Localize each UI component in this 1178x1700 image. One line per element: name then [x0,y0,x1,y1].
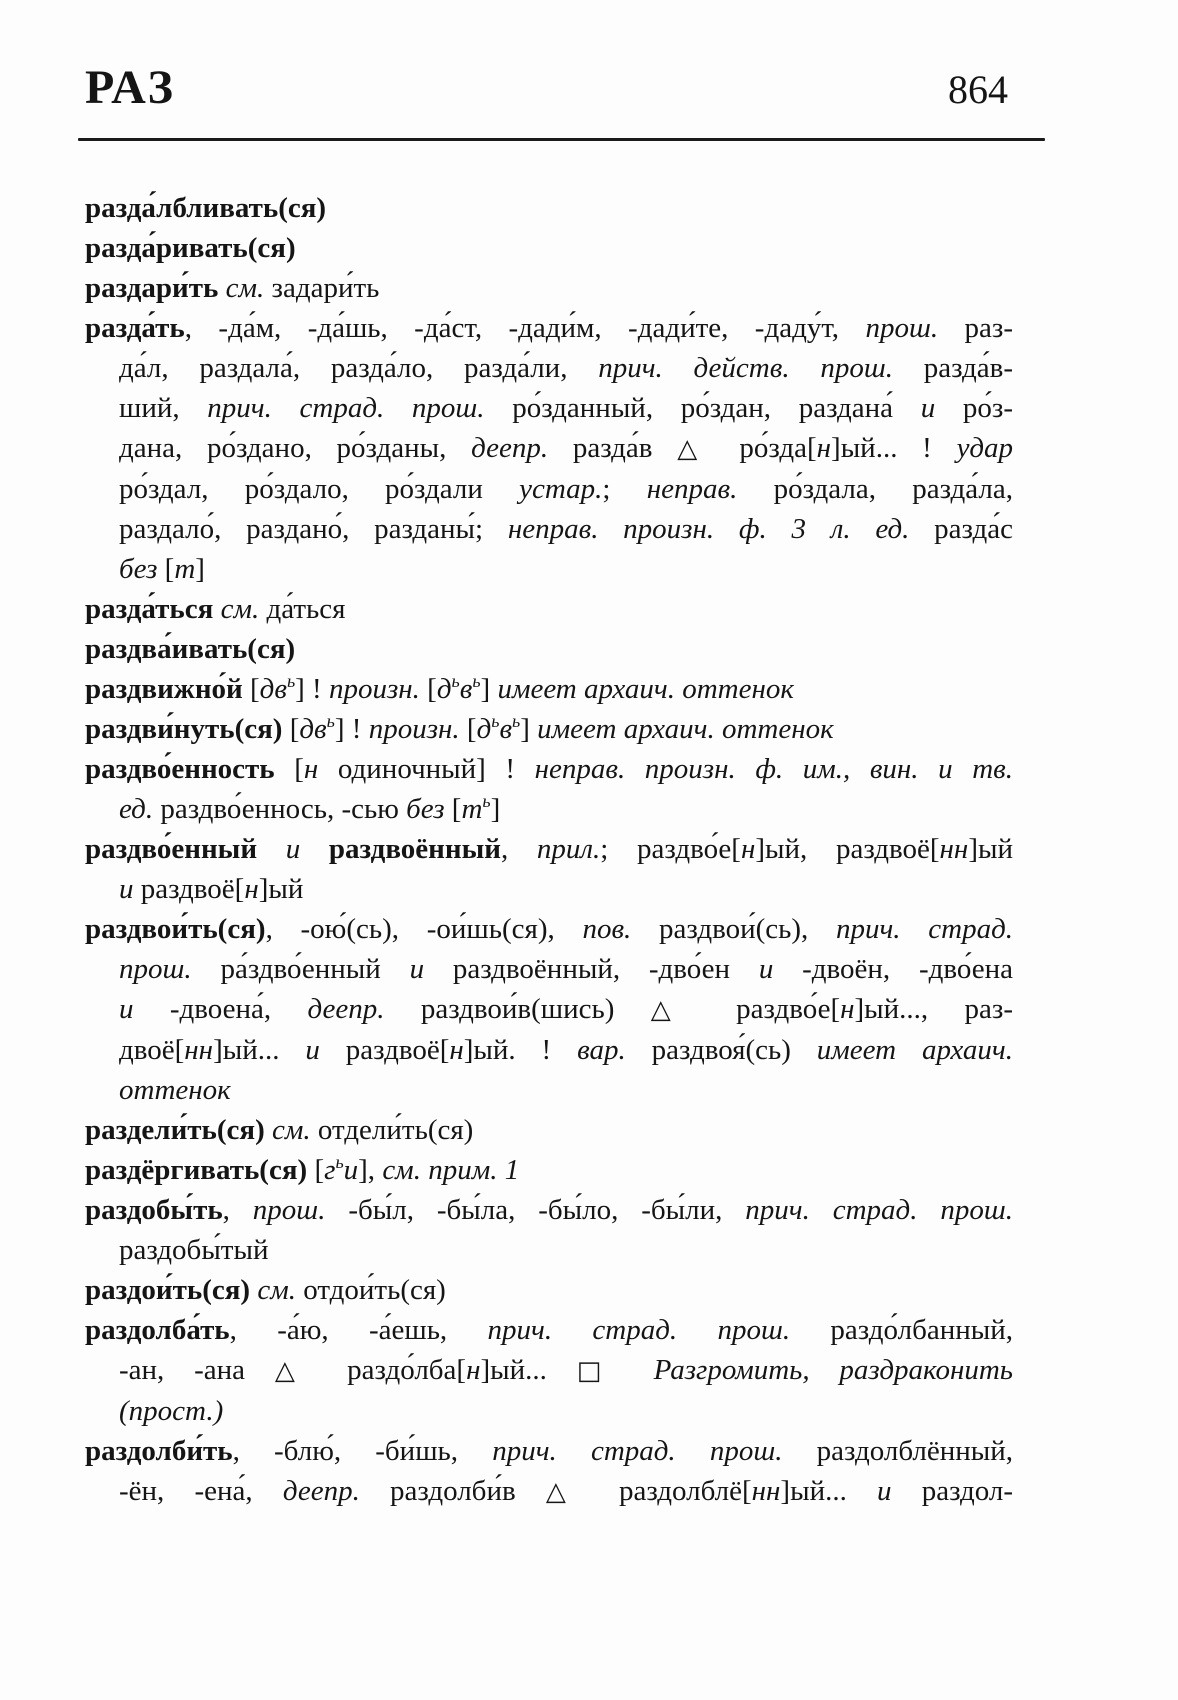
text-segment: ро́здал, ро́здало, ро́здали [119,473,520,505]
text-segment: раздвои́в(шись) [384,993,651,1025]
text-segment: имеет архаич. оттенок [497,673,794,705]
text-segment: и [119,993,134,1025]
text-segment: разда́ть [85,312,185,344]
text-segment: раздели́ть(ся) [85,1114,272,1146]
text-segment: дв [259,673,287,705]
text-segment: разда́с [909,513,1013,545]
text-segment: ]ый... ! [831,432,957,464]
dictionary-symbol: □ [576,1356,624,1386]
entry-line [85,308,1013,348]
text-segment: см. [225,272,265,304]
text-segment: неправ. произн. ф. 3 л. ед. [507,513,910,545]
text-segment: раздало́, раздано́, разданы́; [119,513,508,545]
text-segment: ] [490,793,501,825]
text-segment: деепр. [307,993,385,1025]
entry-line [85,1230,1013,1270]
text-segment: и [877,1475,892,1507]
text-segment: прич. страд. прош. [207,392,485,424]
entry-line [85,869,1013,909]
text-segment: Разгромить, раздраконить [653,1354,1014,1386]
text-segment: ший, [119,392,208,424]
text-segment: прош. [119,953,192,985]
text-segment: -бы́л, -бы́ла, -бы́ло, -бы́ли, [325,1194,746,1226]
text-segment: раздвоя́(сь) [625,1034,817,1066]
text-segment: ]ый [258,873,304,905]
entry-line [85,789,1013,829]
entry-line [85,1391,1013,1431]
text-segment: прош. [865,312,939,344]
text-segment: ]ый. ! [463,1034,578,1066]
text-segment: [ [314,1154,325,1186]
dictionary-entry [85,709,1013,749]
text-segment: раздвоё[ [133,873,245,905]
entry-line [85,1110,1013,1150]
text-segment: в [459,673,473,705]
dictionary-entry [85,268,1013,308]
entries [85,188,1013,1512]
text-segment: раздол- [891,1475,1013,1507]
text-segment: и [920,392,936,424]
text-segment: раздёргивать(ся) [85,1154,315,1186]
text-segment: разда́в- [892,352,1013,384]
entry-line [85,549,1013,589]
text-segment: раздолби́ть [85,1435,233,1467]
text-segment: без [406,793,445,825]
text-segment: раздо́лба[ [317,1354,467,1386]
text-segment: ь [512,711,521,731]
text-segment: задари́ть [264,272,380,304]
text-segment: ; раздво́е[ [600,833,741,865]
text-segment: ]ый... [780,1475,878,1507]
text-segment: да́ться [259,593,346,625]
text-segment: да́л, раздала́, разда́ло, разда́ли, [119,352,599,384]
text-segment: и [343,1154,359,1186]
text-segment: раздва́ивать(ся) [85,633,296,665]
text-segment: ] [195,553,205,585]
entry-line [85,228,1013,268]
text-segment: -двоён, -дво́ена [773,953,1014,985]
text-segment: н [466,1354,481,1386]
text-segment: раздви́нуть(ся) [85,713,290,745]
text-segment: ] ! [334,713,369,745]
dictionary-symbol: △ [650,995,700,1025]
entry-line [85,1350,1013,1391]
text-segment: разда́ться [85,593,221,625]
dictionary-entry [85,669,1013,709]
text-segment: ра́здво́енный [191,953,410,985]
text-segment: , -ою́(сь), -ои́шь(ся), [265,913,583,945]
text-segment: раздобы́ть [85,1194,223,1226]
dictionary-entry [85,589,1013,629]
text-segment: н [840,993,855,1025]
text-segment: д [436,673,452,705]
text-segment: раздолблё[ [588,1475,752,1507]
text-segment: раздвоённый, -дво́ен [424,953,759,985]
text-segment: ь [482,791,491,811]
text-segment: н [816,432,832,464]
text-segment: ро́з- [935,392,1013,424]
text-segment: ]ый..., раз- [854,993,1014,1025]
text-segment: нн [184,1034,214,1066]
text-segment: раз- [938,312,1014,344]
dictionary-entry [85,629,1013,669]
text-segment: , [222,1194,253,1226]
text-segment: т [174,553,196,585]
text-segment: раздо́лбанный, [790,1314,1013,1346]
text-segment: устар. [519,473,603,505]
text-segment: (прост.) [119,1395,224,1427]
dictionary-entry [85,188,1013,228]
entry-line [85,669,1013,709]
text-segment: ро́здала, разда́ла, [737,473,1014,505]
text-segment: см. [272,1114,311,1146]
text-segment: -ан, -ана [119,1354,275,1386]
entry-line [85,589,1013,629]
text-segment: дана, ро́здано, ро́зданы, [119,432,472,464]
text-segment: ]ый... [480,1354,577,1386]
text-segment: ро́зданный, ро́здан, раздана́ [484,392,921,424]
entry-line [85,188,1013,228]
text-segment: [ [459,713,477,745]
text-segment: раздвоё[ [319,1034,450,1066]
entry-line [85,1471,1013,1512]
dictionary-entry [85,749,1013,829]
text-segment: деепр. [471,432,549,464]
text-segment: раздвои́ть(ся) [85,913,266,945]
text-segment: ь [491,711,500,731]
text-segment: отдели́ть(ся) [310,1114,474,1146]
text-segment: раздво́еннось, -сью [153,793,407,825]
dictionary-symbol: △ [274,1356,318,1386]
text-segment: ] ! [295,673,329,705]
dictionary-symbol: △ [545,1477,589,1507]
entry-line [85,1310,1013,1350]
running-head: РАЗ [85,61,176,114]
dictionary-entry [85,308,1013,589]
dictionary-entry [85,1190,1013,1270]
text-segment: г [324,1154,336,1186]
text-segment: двоё[ [119,1034,185,1066]
text-segment: разда́в [548,432,678,464]
page-header [85,62,1008,132]
entry-line [85,829,1013,869]
text-segment: оттенок [119,1074,231,1106]
text-segment: н [303,753,319,785]
entry-line [85,348,1013,388]
entry-line [85,388,1013,428]
entry-line [85,1270,1013,1310]
text-segment: ]ый... [213,1034,306,1066]
dictionary-entry [85,1270,1013,1310]
text-segment: прич. страд. [835,913,1014,945]
text-segment: н [449,1034,464,1066]
text-segment: ед. [119,793,154,825]
text-segment: , -блю́, -би́шь, [232,1435,493,1467]
text-segment: д [476,713,492,745]
text-segment: прош. [252,1194,326,1226]
text-segment: раздво́е[ [699,993,841,1025]
text-segment: пов. [582,913,632,945]
text-segment: прич. действ. прош. [598,352,893,384]
text-segment: и [119,873,134,905]
entry-line [85,629,1013,669]
text-segment: , [500,833,537,865]
entry-line [85,709,1013,749]
text-segment: раздолблённый, [782,1435,1013,1467]
text-segment: ь [335,1152,344,1172]
text-segment: [ [289,713,300,745]
text-segment: прич. страд. прош. [492,1435,783,1467]
text-segment: , -да́м, -да́шь, -да́ст, -дади́м, -дади́те, -даду́т, [184,312,866,344]
text-segment: ]ый [968,833,1013,865]
entry-line [85,1030,1013,1070]
dictionary-symbol: △ [677,434,715,464]
text-segment: неправ. произн. ф. им., вин. и тв. [534,753,1013,785]
text-segment: см. прим. 1 [382,1154,520,1186]
text-segment: н [244,873,259,905]
header-rule [78,138,1045,141]
text-segment [624,1354,654,1386]
text-segment: имеет архаич. оттенок [537,713,834,745]
text-segment: ро́зда[ [714,432,817,464]
text-segment: ь [472,671,481,691]
text-segment: -ён, -ена́, [119,1475,283,1507]
text-segment: [ [444,793,462,825]
text-segment: нн [939,833,969,865]
page-number: 864 [948,67,1008,112]
entry-line [85,1190,1013,1230]
text-segment: деепр. [282,1475,360,1507]
dictionary-entry [85,1110,1013,1150]
text-segment: ] [520,713,538,745]
text-segment: и [758,953,774,985]
entry-line [85,1070,1013,1110]
text-segment: без [119,553,158,585]
entry-line [85,509,1013,549]
entry-line [85,989,1013,1030]
entry-line [85,428,1013,469]
text-segment: [ [157,553,175,585]
text-segment: имеет архаич. [816,1034,1013,1066]
text-segment: раздво́енность [85,753,295,785]
text-segment: в [499,713,513,745]
text-segment: раздвои́(сь), [631,913,836,945]
text-segment: неправ. [646,473,738,505]
entry-line [85,469,1013,509]
dictionary-entry [85,228,1013,268]
text-segment: н [740,833,756,865]
text-segment: , -а́ю, -а́ешь, [229,1314,488,1346]
entry-line [85,949,1013,989]
text-segment: [ [294,753,304,785]
text-segment: и [409,953,425,985]
text-segment: разда́ривать(ся) [85,232,296,264]
text-segment: произн. [368,713,460,745]
entry-line [85,268,1013,308]
text-segment: разда́лбливать(ся) [85,192,327,224]
text-segment: прич. страд. прош. [745,1194,1013,1226]
text-segment: ], [358,1154,383,1186]
text-segment: прил. [536,833,601,865]
text-segment: см. [257,1274,296,1306]
dictionary-entry [85,1431,1013,1512]
text-segment: дв [299,713,327,745]
text-segment: ь [286,671,296,691]
text-segment: -двоена́, [133,993,308,1025]
text-segment: одиночный] ! [318,753,535,785]
text-segment: раздобы́тый [119,1234,269,1266]
text-segment: вар. [577,1034,626,1066]
entry-line [85,1431,1013,1471]
text-segment: раздолби́в [359,1475,546,1507]
text-segment: отдои́ть(ся) [295,1274,446,1306]
text-segment: т [461,793,483,825]
text-segment: произн. [328,673,420,705]
text-segment: [ [250,673,260,705]
text-segment: раздвоённый [300,833,501,865]
dictionary-entry [85,1150,1013,1190]
text-segment: раздари́ть [85,272,226,304]
text-segment: и [305,1034,320,1066]
text-segment: нн [751,1475,781,1507]
entry-line [85,749,1013,789]
dictionary-entry [85,1310,1013,1431]
text-segment: раздво́енный [85,833,286,865]
text-segment: раздвижно́й [85,673,250,705]
text-segment: ь [326,711,335,731]
text-segment: ]ый, раздвоё[ [755,833,940,865]
entry-line [85,1150,1013,1190]
text-segment: раздолба́ть [85,1314,230,1346]
text-segment: см. [220,593,260,625]
text-segment: [ [419,673,437,705]
text-segment: ь [451,671,460,691]
text-segment: прич. страд. прош. [487,1314,791,1346]
entry-line [85,909,1013,949]
text-segment: ] [480,673,498,705]
dictionary-entry [85,909,1013,1110]
text-segment: ; [602,473,647,505]
text-segment: и [285,833,301,865]
text-segment: раздои́ть(ся) [85,1274,258,1306]
dictionary-entry [85,829,1013,909]
text-segment: удар [956,432,1014,464]
